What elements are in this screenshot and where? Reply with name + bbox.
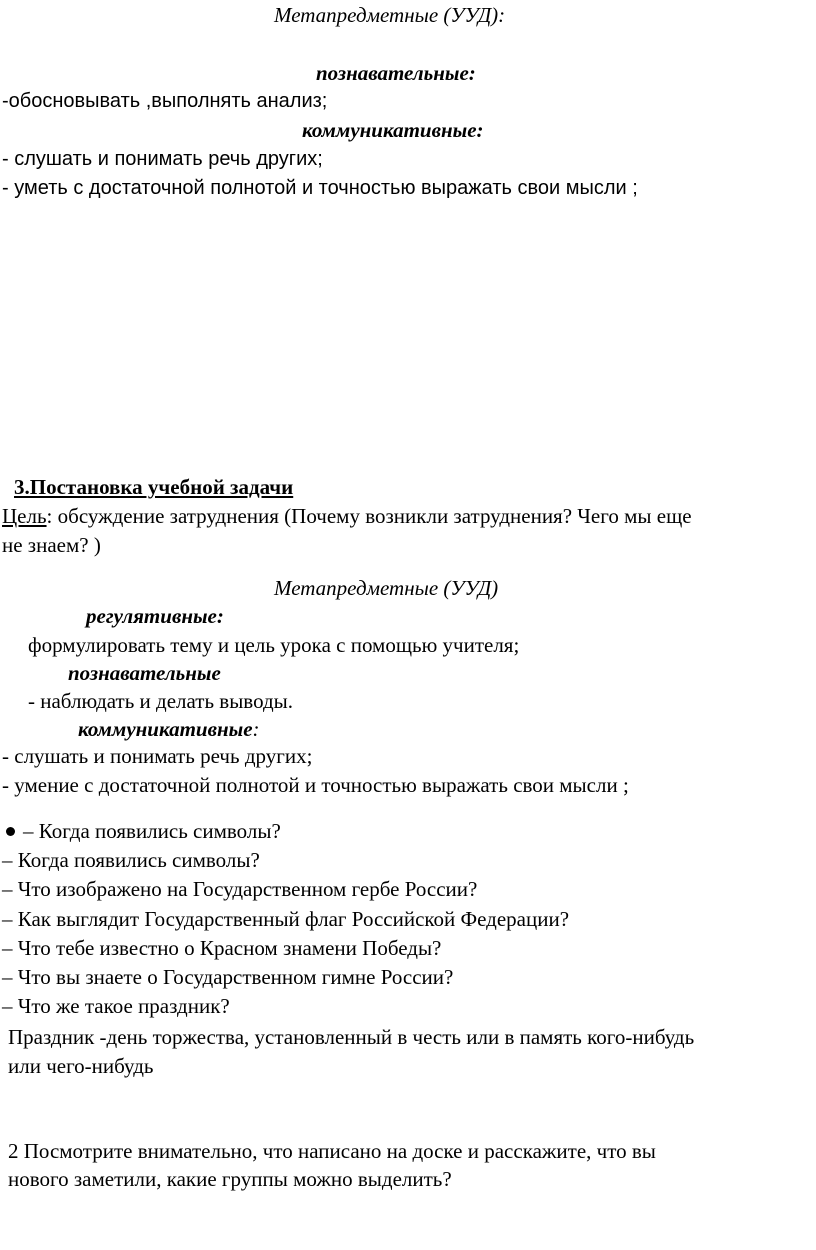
- task2-line-1: 2 Посмотрите внимательно, что написано на доске и расскажите, что вы: [8, 1139, 656, 1163]
- bullet-item-text: – Когда появились символы?: [23, 819, 281, 843]
- question-item-2: – Что изображено на Государственном гербе России?: [2, 877, 478, 901]
- section2-communicative-item-1: - слушать и понимать речь других;: [2, 744, 313, 768]
- section1-communicative-item-1: - слушать и понимать речь других;: [2, 148, 323, 170]
- definition-line-1: Праздник -день торжества, установленный в честь или в память кого-нибудь: [8, 1025, 695, 1049]
- question-item-5: – Что вы знаете о Государственном гимне России?: [2, 965, 454, 989]
- section2-heading: Метапредметные (УУД): [274, 576, 499, 600]
- goal-text: : обсуждение затруднения (Почему возникли затруднения? Чего мы еще: [46, 504, 692, 528]
- question-item-6: – Что же такое праздник?: [2, 994, 230, 1018]
- section2-title: 3.Постановка учебной задачи: [14, 475, 294, 499]
- communicative-label-text: коммуникативные: [78, 717, 253, 741]
- bullet-icon: [6, 827, 15, 836]
- section2-goal-cont: не знаем? ): [2, 533, 101, 557]
- section1-heading: Метапредметные (УУД):: [274, 3, 506, 27]
- section1-cognitive-label: познавательные:: [316, 61, 476, 85]
- section2-cognitive-item: - наблюдать и делать выводы.: [28, 689, 294, 713]
- section2-regulatory-label: регулятивные:: [86, 604, 224, 628]
- communicative-label-colon: :: [252, 717, 260, 741]
- definition-line-2: или чего-нибудь: [8, 1054, 154, 1078]
- section2-communicative-label: [78, 716, 260, 742]
- section2-goal: [2, 503, 692, 529]
- question-item-4: – Что тебе известно о Красном знамени Победы?: [2, 936, 442, 960]
- section2-cognitive-label: познавательные: [68, 661, 221, 685]
- section1-communicative-label: коммуникативные:: [302, 118, 484, 142]
- section2-communicative-item-2: - умение с достаточной полнотой и точностью выражать свои мысли ;: [2, 773, 629, 797]
- question-item-1: – Когда появились символы?: [2, 848, 260, 872]
- section1-communicative-item-2: - уметь с достаточной полнотой и точностью выражать свои мысли ;: [2, 177, 638, 199]
- section2-regulatory-item: формулировать тему и цель урока с помощью учителя;: [28, 633, 520, 657]
- goal-label: Цель: [2, 504, 47, 528]
- section1-cognitive-item: -обосновывать ,выполнять анализ;: [2, 90, 328, 112]
- task2-line-2: нового заметили, какие группы можно выделить?: [8, 1167, 452, 1191]
- questions-bullet-item: [6, 818, 281, 844]
- question-item-3: – Как выглядит Государственный флаг Российской Федерации?: [2, 907, 570, 931]
